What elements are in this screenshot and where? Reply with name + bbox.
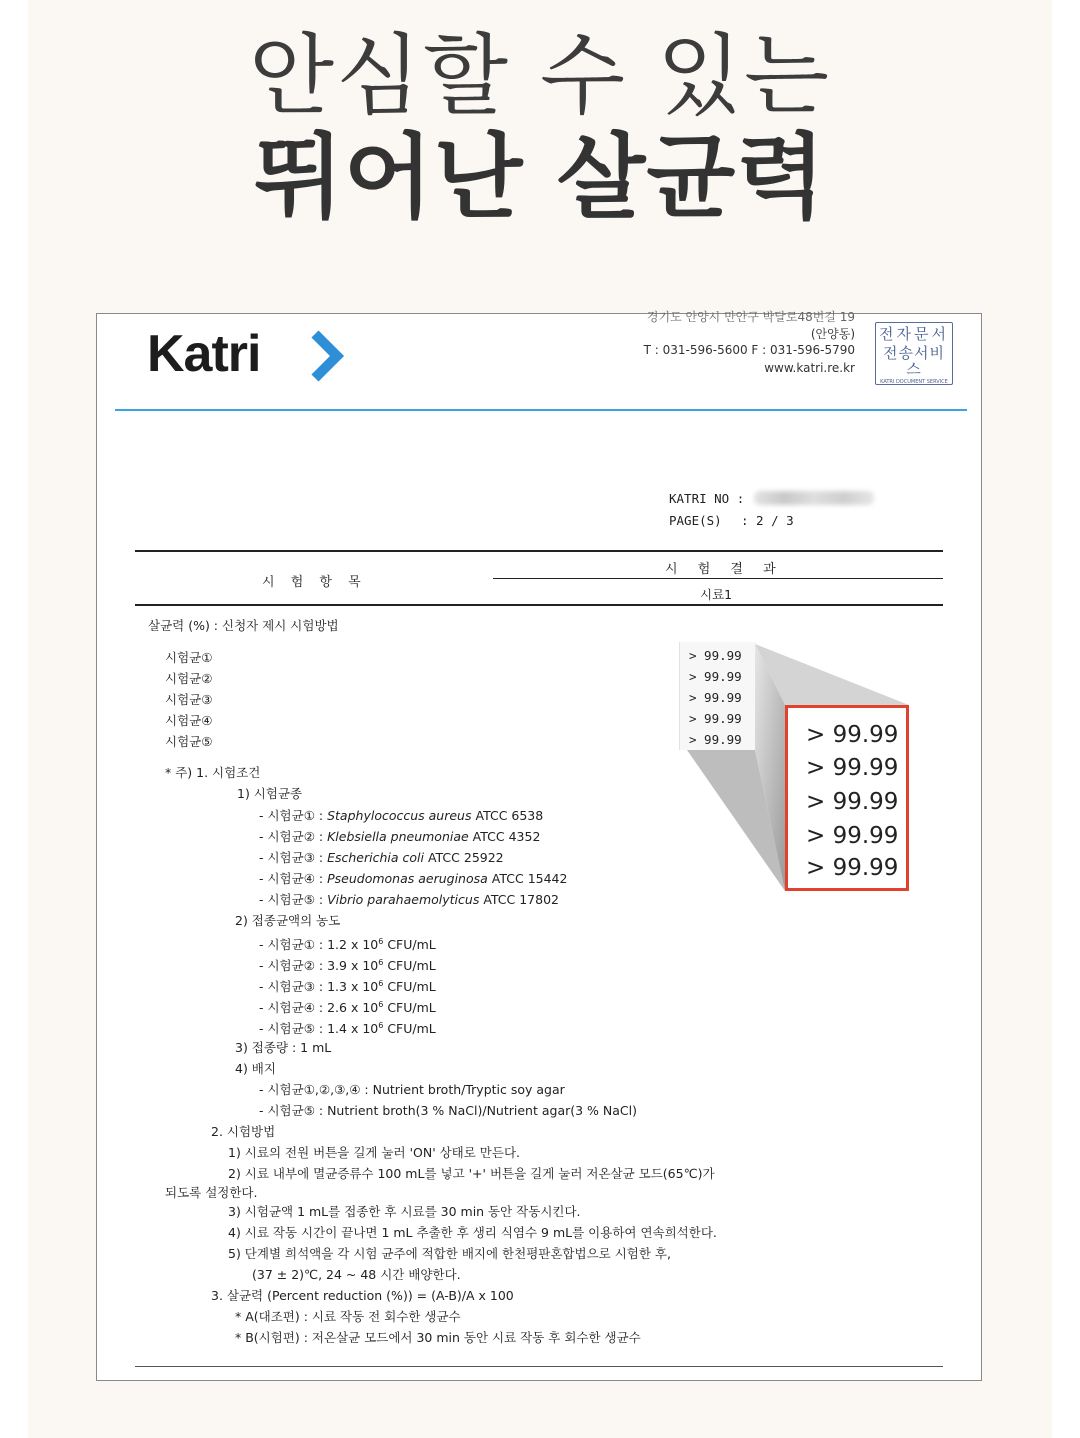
note-strains-title: 1) 시험균종 (237, 786, 303, 801)
document-service-stamp (875, 322, 953, 385)
conc-unit: CFU/mL (387, 958, 436, 973)
method-step-4: 4) 시료 작동 시간이 끝나면 1 mL 추출한 후 생리 식염수 9 mL를 이용하여 연속희석한다. (228, 1225, 717, 1240)
chevron-right-icon (307, 328, 347, 384)
strain-atcc: ATCC 15442 (491, 871, 568, 886)
strain-name: Escherichia coli (327, 850, 424, 865)
list-item (259, 806, 543, 824)
strain-name: Staphylococcus aureus (327, 808, 472, 823)
katri-no-label: KATRI NO : (669, 491, 745, 506)
table-row: 시험균⑤ (165, 734, 213, 749)
list-item (259, 998, 436, 1016)
address-line1: (안양동) (810, 327, 855, 341)
result-value: > 99.99 (689, 669, 742, 684)
strain-name: Klebsiella pneumoniae (327, 829, 469, 844)
note-b-definition: * B(시험편) : 저온살균 모드에서 30 min 동안 시료 작동 후 회수한 생균수 (235, 1330, 641, 1345)
conc-unit: CFU/mL (387, 1021, 436, 1036)
method-step-5: 5) 단계별 희석액을 각 시험 균주에 적합한 배지에 한천평판혼합법으로 시험한 후, (228, 1246, 671, 1261)
highlighted-result: > 99.99 (806, 823, 899, 849)
conc-exp: 6 (378, 958, 384, 967)
list-item (259, 977, 436, 995)
page-value: : 2 / 3 (741, 513, 794, 528)
headline-line1: 안심할 수 있는 (249, 24, 831, 127)
document-bottom-rule (135, 1366, 943, 1367)
table-sub-rule (493, 578, 943, 579)
result-value: > 99.99 (689, 711, 742, 726)
column-test-item: 시 험 항 목 (262, 575, 367, 590)
stamp-line1: 전자문서 (879, 325, 949, 343)
note-media-2: - 시험균⑤ : Nutrient broth(3 % NaCl)/Nutrient agar(3 % NaCl) (259, 1103, 637, 1118)
strain-label: - 시험균① : (259, 808, 324, 823)
conc-label: - 시험균④ : (259, 1000, 324, 1015)
conc-value: 1.4 x 10 (327, 1021, 379, 1036)
table-row: 시험균④ (165, 713, 213, 728)
table-row: 시험균② (165, 671, 213, 686)
note-formula: 3. 살균력 (Percent reduction (%)) = (A-B)/A x 100 (211, 1288, 514, 1303)
stamp-line3: KATRI DOCUMENT SERVICE (880, 379, 948, 386)
stamp-line2: 전송서비스 (883, 343, 945, 378)
list-item (259, 890, 559, 908)
conc-exp: 6 (378, 979, 384, 988)
list-item (259, 848, 504, 866)
list-item (259, 827, 540, 845)
note-concentration-title: 2) 접종균액의 농도 (235, 913, 341, 928)
page-label: PAGE(S) (669, 513, 722, 528)
highlighted-result: > 99.99 (806, 855, 899, 881)
strain-label: - 시험균④ : (259, 871, 324, 886)
section-title: 살균력 (%) : 신청자 제시 시험방법 (148, 618, 339, 633)
table-row: 시험균① (165, 650, 213, 665)
table-header-bottom-rule (135, 604, 943, 606)
conc-exp: 6 (378, 1000, 384, 1009)
method-step-5-cont: (37 ± 2)℃, 24 ~ 48 시간 배양한다. (252, 1267, 461, 1282)
strain-label: - 시험균③ : (259, 850, 324, 865)
note-media-1: - 시험균①,②,③,④ : Nutrient broth/Tryptic soy agar (259, 1082, 565, 1097)
note-a-definition: * A(대조편) : 시료 작동 전 회수한 생균수 (235, 1309, 461, 1324)
redacted-katri-number (754, 491, 874, 505)
list-item (259, 956, 436, 974)
katri-logo: Katri (147, 325, 261, 383)
conc-value: 3.9 x 10 (327, 958, 379, 973)
table-top-rule (135, 550, 943, 552)
test-report-document (96, 310, 982, 1381)
header-divider (115, 409, 967, 411)
result-value: > 99.99 (689, 690, 742, 705)
conc-label: - 시험균② : (259, 958, 324, 973)
strain-name: Pseudomonas aeruginosa (327, 871, 488, 886)
strain-name: Vibrio parahaemolyticus (327, 892, 480, 907)
list-item (259, 869, 567, 887)
address-line0: 경기도 안양시 만안구 박달로48번길 19 (646, 310, 855, 324)
list-item (259, 1019, 436, 1037)
conc-unit: CFU/mL (387, 937, 436, 952)
method-step-2-cont: 되도록 설정한다. (165, 1185, 258, 1200)
list-item (259, 935, 436, 953)
conc-label: - 시험균① : (259, 937, 324, 952)
method-step-2: 2) 시료 내부에 멸균증류수 100 mL를 넣고 '+' 버튼을 길게 눌러 저온살균 모드(65℃)가 (228, 1166, 715, 1181)
strain-atcc: ATCC 17802 (483, 892, 559, 907)
address-website: www.katri.re.kr (764, 361, 855, 375)
conc-exp: 6 (378, 1021, 384, 1030)
note-inoculum: 3) 접종량 : 1 mL (235, 1040, 332, 1055)
table-row: 시험균③ (165, 692, 213, 707)
address-phone-fax: T : 031-596-5600 F : 031-596-5790 (643, 343, 855, 357)
column-test-result: 시 험 결 과 (665, 562, 784, 577)
strain-label: - 시험균⑤ : (259, 892, 324, 907)
conc-exp: 6 (378, 937, 384, 946)
highlighted-result: > 99.99 (806, 789, 899, 815)
conc-value: 1.2 x 10 (327, 937, 379, 952)
strain-atcc: ATCC 4352 (472, 829, 541, 844)
highlighted-results-box (785, 705, 909, 891)
conc-label: - 시험균③ : (259, 979, 324, 994)
conc-unit: CFU/mL (387, 1000, 436, 1015)
highlighted-result: > 99.99 (806, 755, 899, 781)
conc-label: - 시험균⑤ : (259, 1021, 324, 1036)
strain-atcc: ATCC 6538 (475, 808, 544, 823)
note-method-title: 2. 시험방법 (211, 1124, 276, 1139)
result-value: > 99.99 (689, 648, 742, 663)
method-step-1: 1) 시료의 전원 버튼을 길게 눌러 'ON' 상태로 만든다. (228, 1145, 521, 1160)
strain-label: - 시험균② : (259, 829, 324, 844)
method-step-3: 3) 시험균액 1 mL를 접종한 후 시료를 30 min 동안 작동시킨다. (228, 1204, 581, 1219)
highlighted-result: > 99.99 (806, 722, 899, 748)
headline-line2: 뛰어난 살균력 (253, 124, 827, 231)
conc-value: 2.6 x 10 (327, 1000, 379, 1015)
result-value: > 99.99 (689, 732, 742, 747)
strain-atcc: ATCC 25922 (427, 850, 504, 865)
conc-value: 1.3 x 10 (327, 979, 379, 994)
conc-unit: CFU/mL (387, 979, 436, 994)
column-sample1: 시료1 (700, 587, 733, 602)
note-conditions-title: * 주) 1. 시험조건 (165, 765, 261, 780)
note-media-title: 4) 배지 (235, 1061, 276, 1076)
